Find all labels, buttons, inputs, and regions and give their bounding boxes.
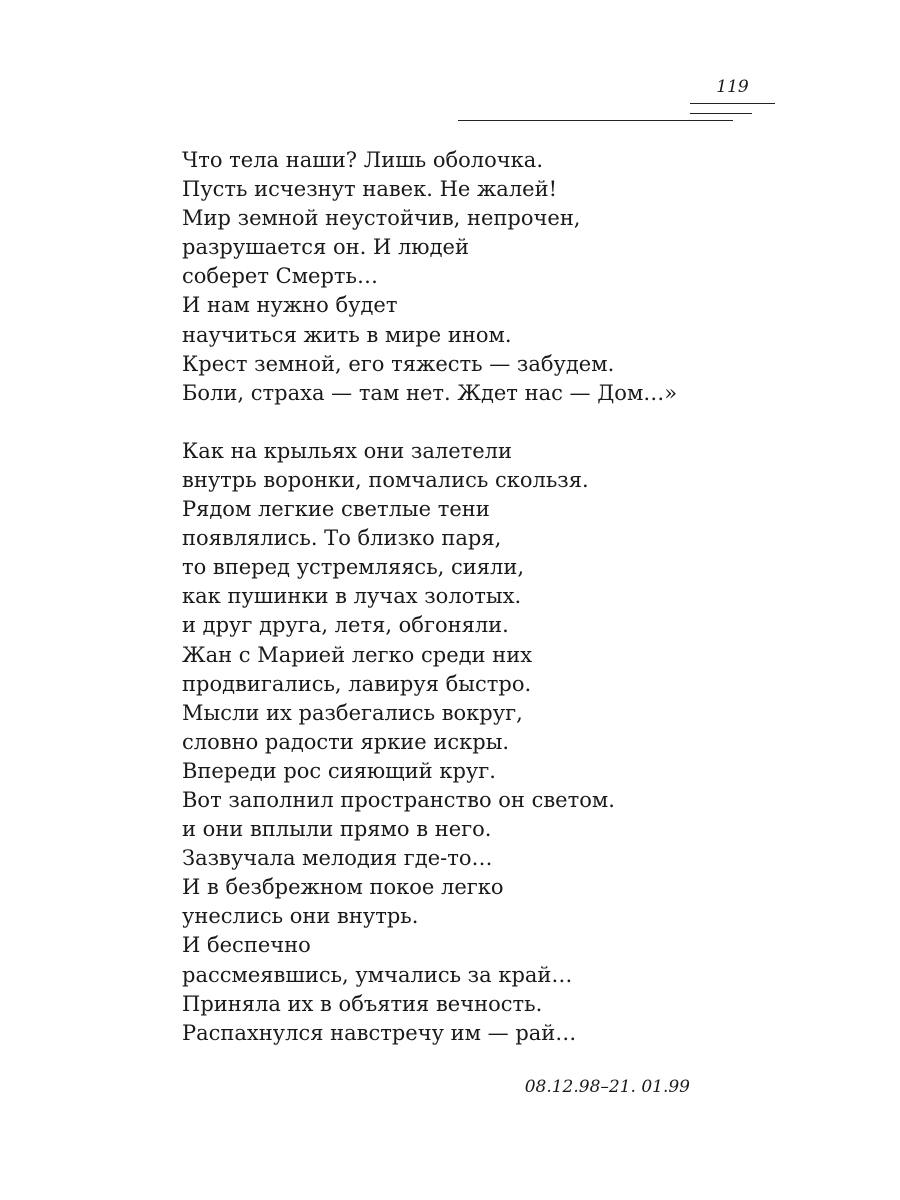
poem-line: И в безбрежном покое легко <box>182 875 504 900</box>
poem-line: разрушается он. И людей <box>182 235 469 260</box>
poem-line: и друг друга, летя, обгоняли. <box>182 613 509 638</box>
header-rule-short <box>690 113 752 114</box>
poem-line: Жан с Марией легко среди них <box>182 642 533 667</box>
poem-line: научиться жить в мире ином. <box>182 322 512 347</box>
stanza-1 <box>182 146 782 408</box>
poem-line: и они вплыли прямо в него. <box>182 817 492 842</box>
poem-text <box>182 146 782 1048</box>
poem-date: 08.12.98–21. 01.99 <box>524 1077 690 1097</box>
poem-line: Боли, страха — там нет. Ждет нас — Дом…» <box>182 380 678 405</box>
poem-line: рассмеявшись, умчались за край… <box>182 962 573 987</box>
poem-line: словно радости яркие искры. <box>182 729 510 754</box>
poem-line: И нам нужно будет <box>182 293 398 318</box>
header-rule-top <box>690 103 775 104</box>
header-rule-long <box>458 120 733 121</box>
poem-line: то вперед устремляясь, сияли, <box>182 555 524 580</box>
poem-line: соберет Смерть… <box>182 264 378 289</box>
poem-line: Приняла их в объятия вечность. <box>182 991 543 1016</box>
poem-line: Вот заполнил пространство он светом. <box>182 787 615 812</box>
poem-line: Как на крыльях они залетели <box>182 438 513 463</box>
poem-line: Распахнулся навстречу им — рай… <box>182 1020 577 1045</box>
poem-line: Мысли их разбегались вокруг, <box>182 700 523 725</box>
poem-line: Рядом легкие светлые тени <box>182 497 490 522</box>
poem-line: внутрь воронки, помчались скользя. <box>182 467 589 492</box>
poem-line: Крест земной, его тяжесть — забудем. <box>182 351 615 376</box>
poem-line: Что тела наши? Лишь оболочка. <box>182 148 543 172</box>
poem-line: Впереди рос сияющий круг. <box>182 758 496 783</box>
stanza-2 <box>182 437 782 1048</box>
poem-line: как пушинки в лучах золотых. <box>182 584 522 609</box>
poem-line: продвигались, лавируя быстро. <box>182 671 532 696</box>
poem-line: Мир земной неустойчив, непрочен, <box>182 206 581 231</box>
poem-line: унеслись они внутрь. <box>182 904 419 929</box>
poem-line: И беспечно <box>182 933 311 958</box>
poem-line: Пусть исчезнут навек. Не жалей! <box>182 177 558 202</box>
page-number: 119 <box>716 77 749 97</box>
poem-line: появлялись. То близко паря, <box>182 526 502 551</box>
poem-line: Зазвучала мелодия где-то… <box>182 846 493 871</box>
